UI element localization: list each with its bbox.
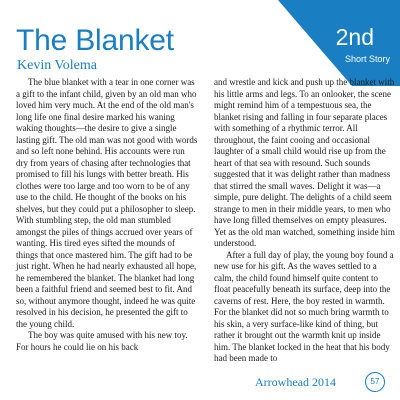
body-paragraph-continued: and wrestle and kick and push up the blanket with his little arms and legs. To an onlooker, the scene might remind him of a tempestuous sea, the blanket rising and falling in four separate places with something of a rhythmic terror. All throughout, the faint cooing and occasional laughter of a small child would rise up from the heart of that sea with resound. Such sounds suggested that it was delight rather than madness that stirred the small waves. Delight it was—a simple, pure delight. The delights of a child seem strange to men in their middle years, to men who have long filled themselves on empty pleasures. Yet as the old man watched, something inside him understood. <box>214 77 395 248</box>
award-category: Short Story <box>344 54 390 64</box>
award-badge <box>278 0 400 86</box>
body-paragraph: The boy was quite amused with his new toy. For hours he could lie on his back <box>16 330 188 352</box>
page-number: 57 <box>365 372 385 392</box>
left-column <box>16 77 198 353</box>
publication-name: Arrowhead 2014 <box>255 375 336 389</box>
author-name: Kevin Volema <box>17 58 97 73</box>
body-paragraph: The blue blanket with a tear in one corner was a gift to the infant child, given by an old man who loved him very much. At the end of the old man's long life one final desire marked his waning waking thoughts—the desire to give a single lasting gift. The old man was not good with words and so left none behind. His accounts were run dry from years of chasing after technologies that promised to fill his lungs with better breath. His clothes were too large and too worn to be of any use to the child. He thought of the books on his shelves, but they could put a philosopher to sleep. With stumbling step, the old man stumbled amongst the piles of things accrued over years of wanting. His tired eyes sifted the mounds of things that once mastered him. The gift had to be just right. When he had nearly exhausted all hope, he remembered the blanket. The blanket had long been a faithful friend and seemed best to fit. And so, without anymore thought, indeed he was quite resolved in his decision, he presented the gift to the young child. <box>16 77 198 329</box>
body-paragraph: After a full day of play, the young boy found a new use for his gift. As the waves settled to a calm, the child found himself quite content to float peacefully beneath its surface, deep into the caverns of rest. Here, the boy rested in warmth. For the blanket did not so much bring warmth to his skin, a very surface-like kind of thing, but rather it brought out the warmth knit up inside him. The blanket locked in the heat that his body had been made to <box>214 249 394 363</box>
right-column <box>214 77 396 365</box>
story-title: The Blanket <box>16 24 174 57</box>
award-place: 2nd <box>335 24 374 50</box>
